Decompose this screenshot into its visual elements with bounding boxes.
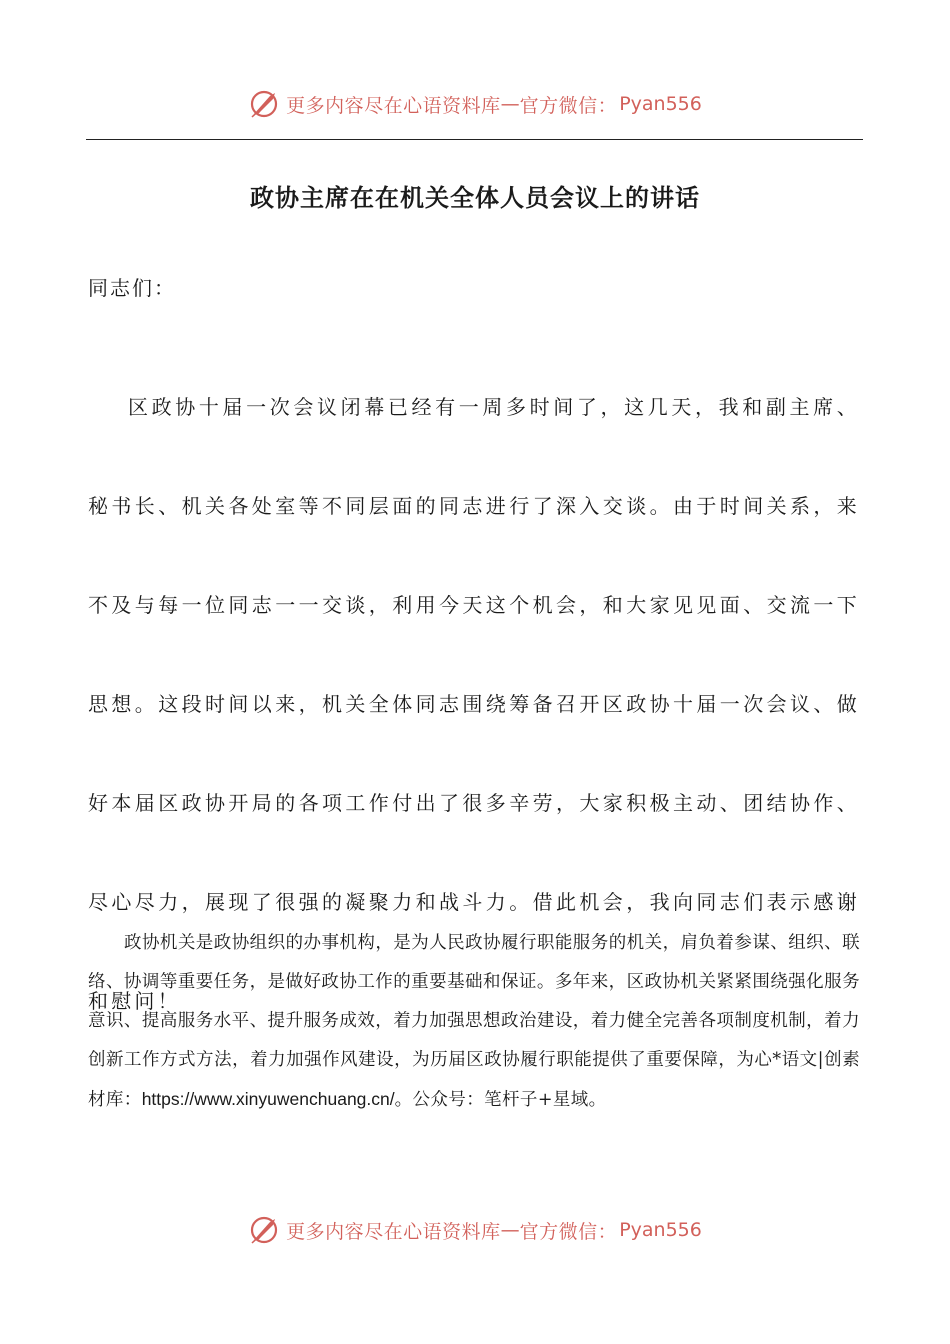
document-title: 政协主席在在机关全体人员会议上的讲话 [250,183,700,212]
header-banner-separator: — [500,93,520,115]
header-banner-wechat-id: Pyan556 [619,93,702,115]
footer-banner-separator: — [500,1219,520,1241]
header-banner-text: 更多内容尽在心语资料库 [286,94,501,117]
header-banner [0,84,950,124]
paragraph-2-url: https://www.xinyuwenchuang.cn/ [141,1089,395,1109]
footer-banner-official: 官方微信： [519,1220,618,1243]
footer-banner [0,1210,950,1250]
footer-banner-text: 更多内容尽在心语资料库 [286,1220,501,1243]
header-rule [86,139,863,140]
paragraph-1: 区政协十届一次会议闭幕已经有一周多时间了，这几天，我和副主席、秘书长、机关各处室等不同层面的同志进行了深入交谈。由于时间关系，来不及与每一位同志一一交谈，利用今天这个机会，和大家见见面、交流一下思想。这段时间以来，机关全体同志围绕筹备召开区政协十届一次会议、做好本届区政协开局的各项工作付出了很多辛劳，大家积极主动、团结协作、尽心尽力，展现了很强的凝聚力和战斗力。借此机会，我向同志们表示感谢和慰问！ [88,395,860,1013]
footer-banner-wechat-id: Pyan556 [619,1219,702,1241]
paragraph-2-tail: 。公众号：笔杆子+星域。 [394,1090,607,1110]
paragraph-2 [88,924,860,1120]
quill-pen-logo-icon [248,1213,282,1247]
header-banner-official: 官方微信： [519,94,618,117]
greeting: 同志们： [88,276,176,300]
quill-pen-logo-icon [248,87,282,121]
paragraph-2-text: 政协机关是政协组织的办事机构，是为人民政协履行职能服务的机关，肩负着参谋、组织、联络、协调等重要任务，是做好政协工作的重要基础和保证。多年来，区政协机关紧紧围绕强化服务意识、提高服务水平、提升服务成效，着力加强思想政治建设，着力健全完善各项制度机制，着力创新工作方式方法，着力加强作风建设，为历届区政协履行职能提供了重要保障，为心*语文|创素材库： [88,933,860,1110]
